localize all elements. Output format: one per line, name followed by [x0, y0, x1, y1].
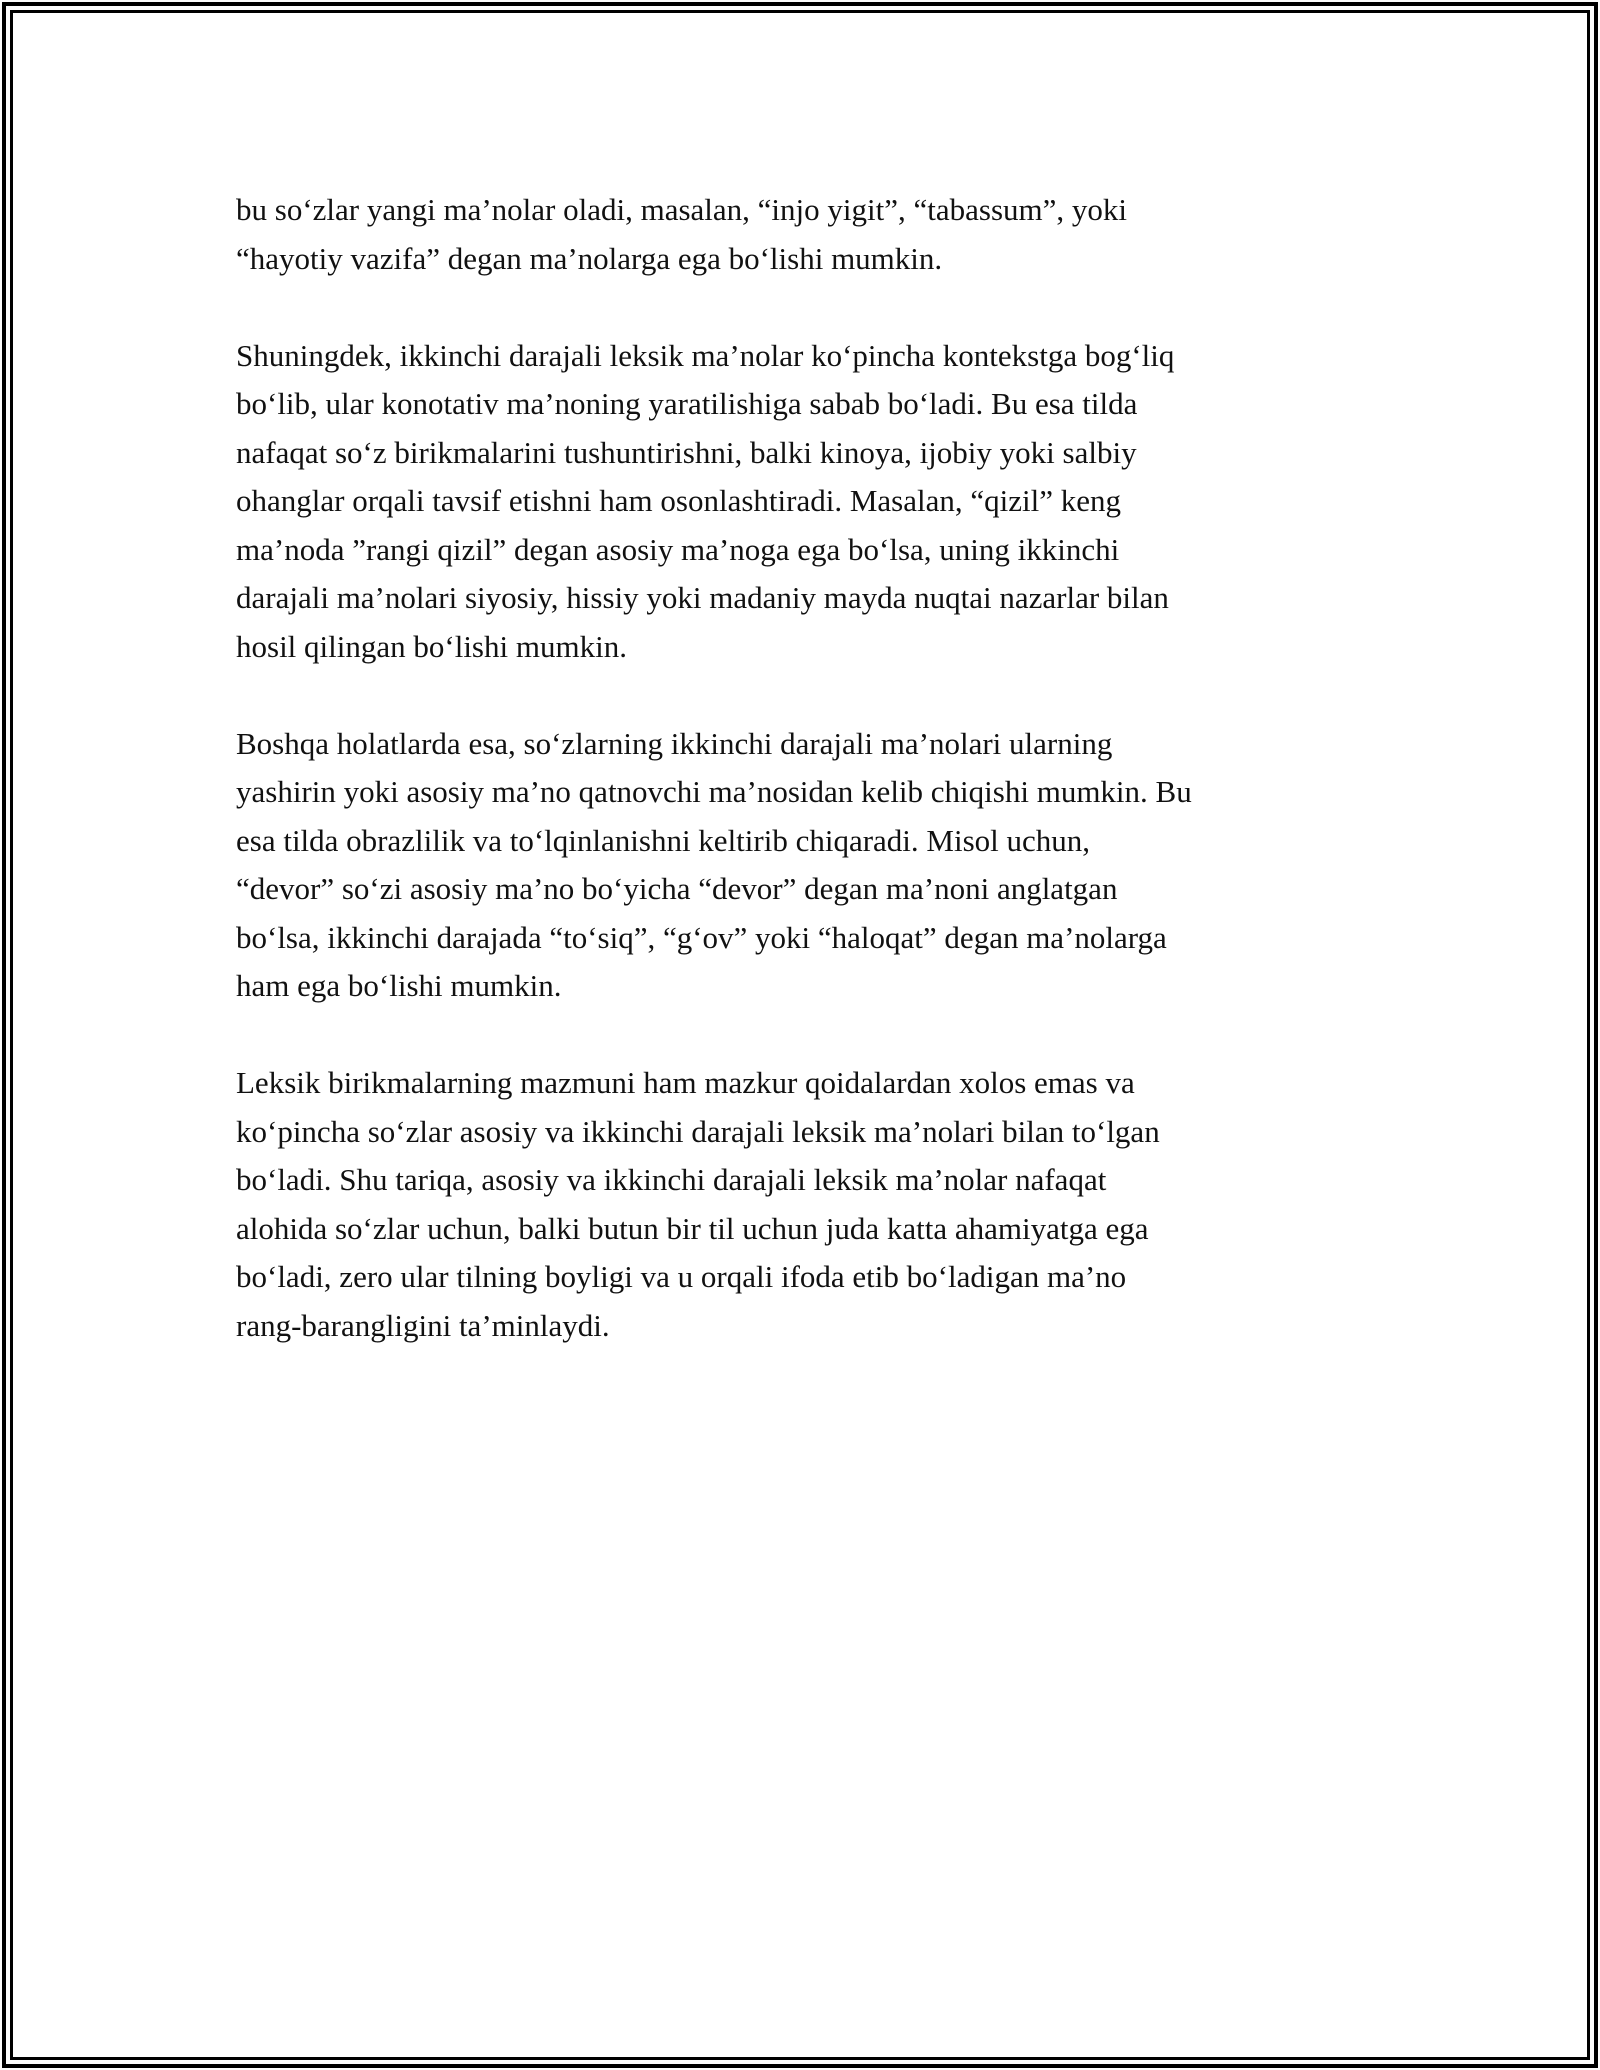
text-line: ohanglar orqali tavsif etishni ham osonlashtiradi. Masalan, “qizil” keng — [236, 483, 1121, 518]
text-line: bo‘ladi. Shu tariqa, asosiy va ikkinchi darajali leksik ma’nolar nafaqat — [236, 1162, 1107, 1197]
text-line: bo‘lib, ular konotativ ma’noning yaratilishiga sabab bo‘ladi. Bu esa tilda — [236, 386, 1138, 421]
paragraph — [236, 1059, 1376, 1350]
paragraph — [236, 720, 1376, 1011]
text-line: bo‘lsa, ikkinchi darajada “to‘siq”, “g‘ov” yoki “haloqat” degan ma’nolarga — [236, 919, 1167, 955]
text-line: darajali ma’nolari siyosiy, hissiy yoki madaniy mayda nuqtai nazarlar bilan — [236, 580, 1169, 615]
text-line: nafaqat so‘z birikmalarini tushuntirishni, balki kinoya, ijobiy yoki salbiy — [236, 434, 1137, 470]
text-line: esa tilda obrazlilik va to‘lqinlanishni keltirib chiqaradi. Misol uchun, — [236, 822, 1091, 858]
text-line: bu so‘zlar yangi ma’nolar oladi, masalan, “injo yigit”, “tabassum”, yoki — [236, 192, 1127, 227]
text-line: hosil qilingan bo‘lishi mumkin. — [236, 628, 627, 664]
paragraph — [236, 186, 1376, 283]
text-line: Leksik birikmalarning mazmuni ham mazkur qoidalardan xolos emas va — [236, 1065, 1135, 1100]
paragraph — [236, 332, 1376, 672]
document-body — [236, 186, 1376, 1399]
text-line: ham ega bo‘lishi mumkin. — [236, 968, 562, 1003]
text-line: ma’noda ”rangi qizil” degan asosiy ma’noga ega bo‘lsa, uning ikkinchi — [236, 531, 1120, 567]
text-line: yashirin yoki asosiy ma’no qatnovchi ma’nosidan kelib chiqishi mumkin. Bu — [236, 774, 1192, 809]
text-line: bo‘ladi, zero ular tilning boyligi va u orqali ifoda etib bo‘ladigan ma’no — [236, 1259, 1127, 1294]
text-line: Boshqa holatlarda esa, so‘zlarning ikkinchi darajali ma’nolari ularning — [236, 725, 1113, 761]
text-line: “hayotiy vazifa” degan ma’nolarga ega bo‘lishi mumkin. — [236, 240, 943, 276]
text-line: “devor” so‘zi asosiy ma’no bo‘yicha “devor” degan ma’noni anglatgan — [236, 871, 1118, 906]
text-line: Shuningdek, ikkinchi darajali leksik ma’nolar ko‘pincha kontekstga bog‘liq — [236, 337, 1175, 373]
text-line: ko‘pincha so‘zlar asosiy va ikkinchi darajali leksik ma’nolari bilan to‘lgan — [236, 1113, 1160, 1149]
text-line: rang-barangligini ta’minlaydi. — [236, 1307, 610, 1343]
text-line: alohida so‘zlar uchun, balki butun bir til uchun juda katta ahamiyatga ega — [236, 1210, 1149, 1246]
